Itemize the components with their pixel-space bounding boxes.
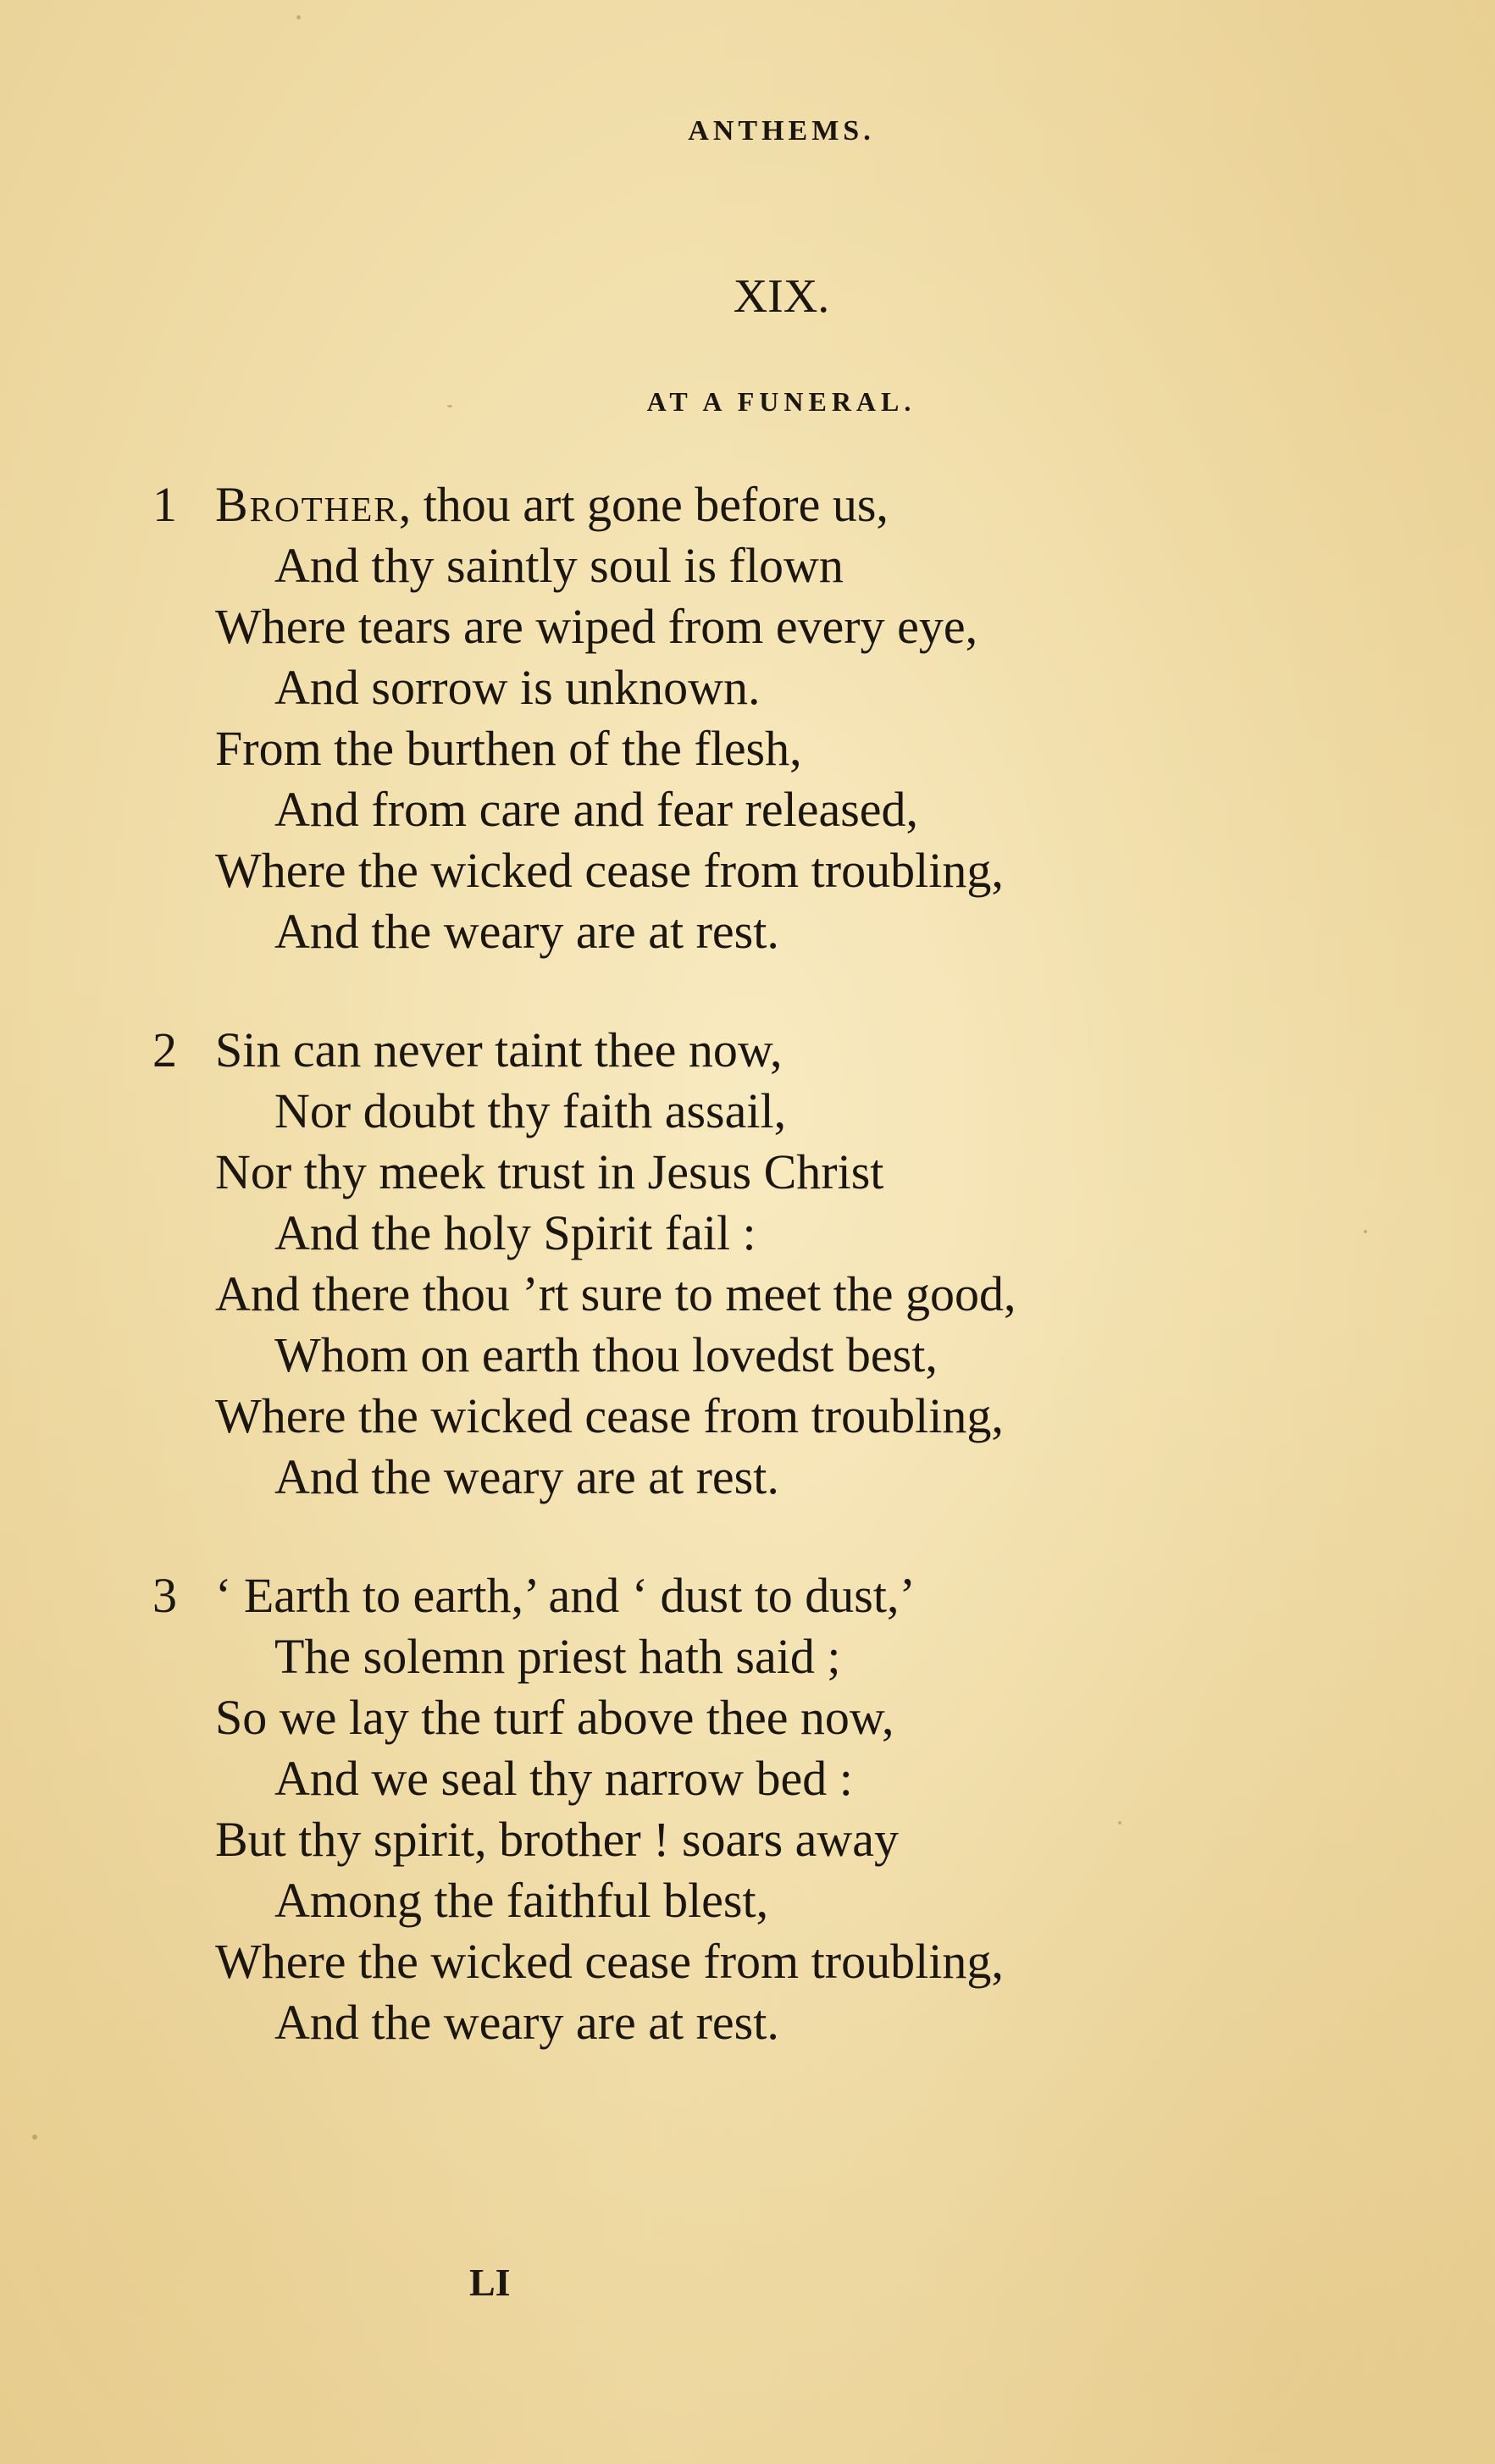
paper-speck — [296, 15, 301, 19]
stanza-number: 3 — [152, 1568, 177, 1623]
stanza-line: ‘ Earth to earth,’ and ‘ dust to dust,’ — [215, 1568, 916, 1623]
stanza-line: And the weary are at rest. — [274, 1449, 779, 1504]
stanza-3 — [152, 1565, 1423, 2053]
stanza-line: And thy saintly soul is flown — [274, 538, 844, 593]
signature-mark: LI — [469, 2261, 511, 2304]
paper-speck — [1118, 1821, 1121, 1824]
stanza-line: And we seal thy narrow bed : — [274, 1751, 853, 1806]
stanza-line: And from care and fear released, — [274, 782, 919, 837]
paper-speck — [32, 2135, 37, 2140]
stanza-line: Nor doubt thy faith assail, — [274, 1083, 787, 1138]
stanza-line: But thy spirit, brother ! soars away — [215, 1812, 900, 1867]
stanza-line: The solemn priest hath said ; — [274, 1629, 841, 1684]
stanza-line: So we lay the turf above thee now, — [215, 1690, 894, 1745]
stanza-line: And the holy Spirit fail : — [274, 1205, 756, 1260]
stanza-1 — [152, 474, 1423, 962]
stanza-line: Among the faithful blest, — [274, 1873, 769, 1928]
stanza-line: Where the wicked cease from troubling, — [215, 1388, 1004, 1443]
hymn-title: AT A FUNERAL. — [646, 386, 916, 417]
hymn-number: XIX. — [733, 270, 830, 323]
stanza-line: Where the wicked cease from troubling, — [215, 1934, 1004, 1989]
stanza-line: And the weary are at rest. — [274, 1995, 779, 2050]
paper-speck — [1364, 1230, 1367, 1233]
stanza-2 — [152, 1020, 1423, 1508]
stanza-line: And sorrow is unknown. — [274, 660, 761, 715]
drop-word: Brother — [215, 477, 399, 532]
stanza-line: And there thou ’rt sure to meet the good, — [215, 1266, 1016, 1321]
stanza-line: Where tears are wiped from every eye, — [215, 599, 978, 654]
stanza-number: 2 — [152, 1022, 177, 1077]
stanza-line: From the burthen of the flesh, — [215, 721, 802, 776]
stanza-line: Whom on earth thou lovedst best, — [274, 1327, 938, 1382]
running-head: ANTHEMS. — [688, 115, 875, 147]
first-line-rest: , thou art gone before us, — [398, 477, 889, 532]
stanza-line: Where the wicked cease from troubling, — [215, 843, 1004, 898]
paper-speck — [447, 405, 452, 407]
stanza-line: And the weary are at rest. — [274, 904, 779, 959]
stanza-line — [152, 474, 1423, 535]
stanza-line: Nor thy meek trust in Jesus Christ — [215, 1144, 884, 1199]
stanza-line: Sin can never taint thee now, — [215, 1022, 783, 1077]
stanza-number: 1 — [152, 477, 177, 532]
